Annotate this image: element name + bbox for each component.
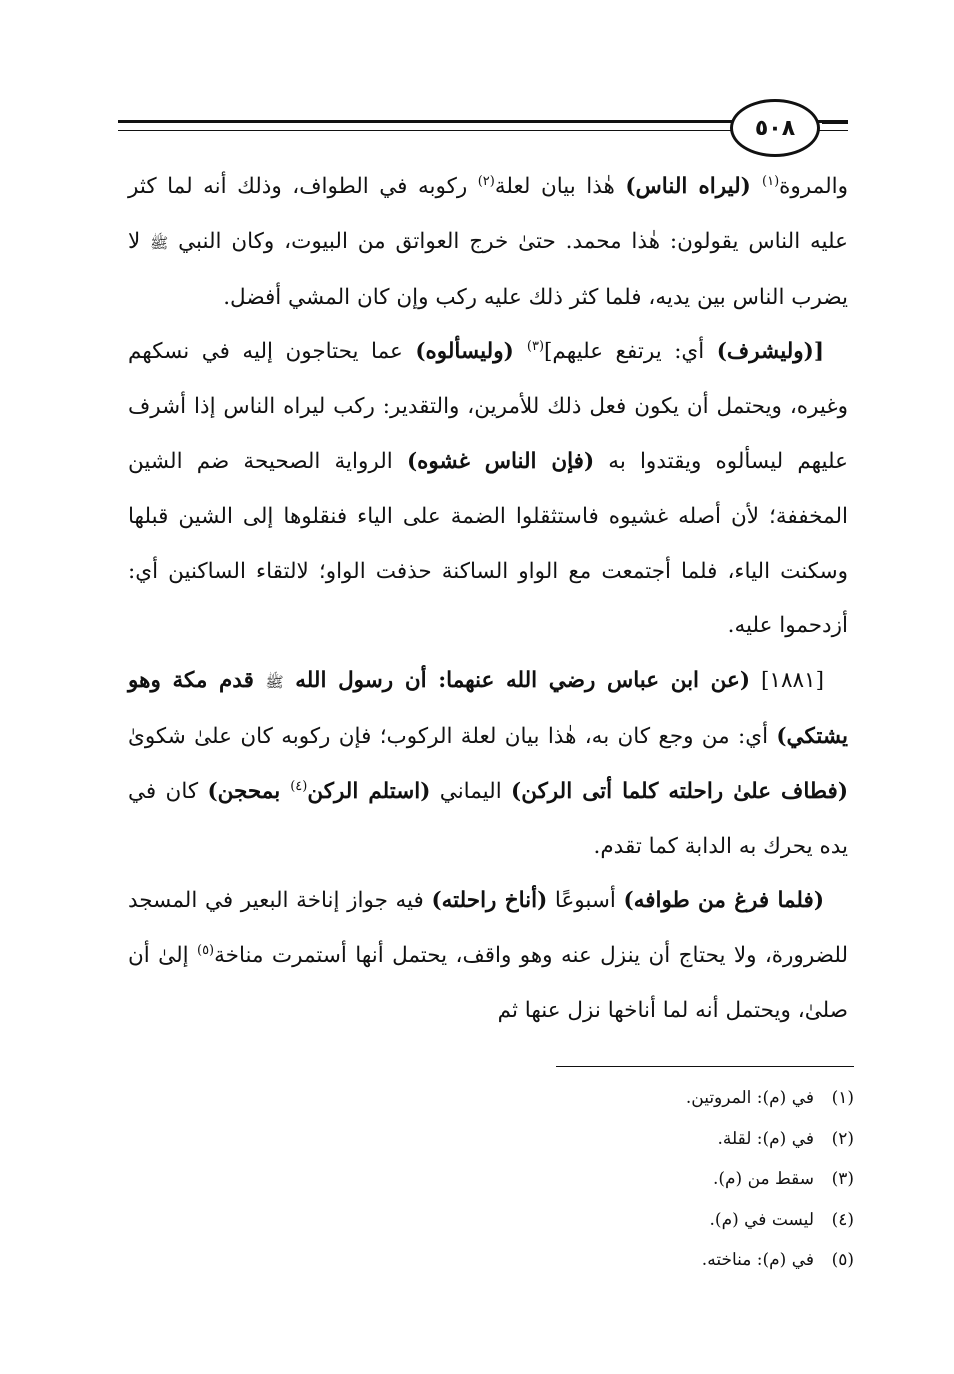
quoted-text-bold: (ليراه الناس) [625, 174, 762, 199]
quoted-text-bold: (استلم الركن [307, 778, 431, 804]
quoted-text-bold: [(وليشرف) [716, 339, 825, 365]
quoted-text-bold: قدم مكة وهو يشتكي) [128, 668, 848, 749]
footnote-marker: (٤) [290, 778, 308, 794]
quoted-text-bold: (أناخ راحلته) [431, 888, 548, 914]
commentary-text: فيه جواز إناخة البعير في المسجد للضرورة، ولا يحتاج أن ينزل عنه وهو واقف، يحتمل أنها أستمرت مناخة [128, 888, 848, 969]
footnote-text: سقط من (م). [712, 1169, 814, 1190]
footnote [454, 1078, 854, 1119]
header-rule-end [822, 121, 848, 131]
footnote-marker: (٣) [526, 339, 545, 355]
paragraph [128, 654, 848, 874]
footnote-marker: (٢) [477, 173, 495, 189]
quoted-text-bold: (وليسألوه) [415, 339, 527, 365]
commentary-text: لا يضرب الناس بين يديه، فلما كثر ذلك عليه ركب وإن كان المشي أفضل. [128, 228, 848, 310]
footnote-text: ليست في (م). [709, 1209, 814, 1230]
footnote [454, 1159, 854, 1200]
quoted-text-bold: (فلما فرغ من طوافه) [623, 888, 825, 914]
quoted-text-bold: (فإن الناس غشوه) [406, 448, 595, 474]
footnote-number: (٢) [831, 1128, 854, 1149]
paragraph [128, 874, 848, 1038]
footnote-marker: (٥) [196, 943, 215, 958]
commentary-text: أي: من وجع كان به، هٰذا بيان لعلة الركوب؛ فإن ركوبه كان علىٰ شكوىٰ [128, 723, 777, 749]
commentary-text: كان في يده يحرك به الدابة كما تقدم. [128, 778, 848, 859]
commentary-text: هٰذا بيان لعلة [494, 174, 626, 199]
footnote [454, 1240, 854, 1281]
footnote-marker: (١) [762, 173, 780, 189]
footnote-text: في (م): لقلة. [717, 1128, 814, 1149]
commentary-text: والمروة [779, 174, 848, 199]
quoted-text-bold: (عن ابن عباس رضي الله عنهما: أن رسول الله [283, 668, 751, 694]
footnote [454, 1200, 854, 1241]
commentary-text: [١٨٨١] [750, 668, 824, 694]
commentary-text: اليماني [430, 778, 512, 804]
main-text [128, 160, 848, 1039]
quoted-text-bold: بمحجن) [207, 778, 291, 804]
salutation-glyph: ﷺ [265, 673, 284, 692]
commentary-text: ركوبه في الطواف، وذلك أنه لما كثر عليه الناس يقولون: هٰذا محمد. حتىٰ خرج العواتق من البيوت، وكان النبي [128, 174, 848, 254]
salutation-glyph: ﷺ [150, 233, 169, 252]
quoted-text-bold: (فطاف علىٰ راحلته كلما أتى الركن) [511, 778, 848, 804]
footnotes-list [454, 1078, 854, 1281]
footnote-separator [556, 1066, 854, 1067]
footnote-text: في (م): المروتين. [685, 1088, 814, 1108]
commentary-text: أسبوعًا [547, 888, 624, 914]
footnote-number: (١) [831, 1088, 854, 1108]
paragraph [128, 325, 848, 654]
commentary-text: عما يحتاجون إليه في نسكهم وغيره، ويحتمل أن يكون فعل ذلك للأمرين، والتقدير: ركب ليراه الناس إذا أشرف عليهم ليسألوه ويقتدوا به [128, 339, 848, 474]
paragraph [128, 160, 848, 325]
page-number: ٥٠٨ [754, 115, 796, 141]
commentary-text: إلىٰ أن صلىٰ، ويحتمل أنه لما أناخها نزل عنها ثم [128, 943, 848, 1023]
footnote-number: (٣) [831, 1169, 854, 1190]
footnote [454, 1119, 854, 1160]
footnote-text: في (م): مناخته. [701, 1250, 814, 1271]
footnote-number: (٤) [831, 1209, 854, 1230]
commentary-text: الرواية الصحيحة ضم الشين المخففة؛ لأن أصله غشيوه فاستثقلوا الضمة على الياء فنقلوها إلى الشين قبلها وسكنت الياء، فلما أجتمعت مع الواو الساكنة حذفت الواو؛ لالتقاء الساكنين أي: أزدحموا عليه. [128, 448, 848, 639]
footnote-number: (٥) [831, 1250, 854, 1271]
commentary-text: أي: يرتفع عليهم] [544, 339, 717, 365]
page-number-badge [730, 99, 820, 157]
